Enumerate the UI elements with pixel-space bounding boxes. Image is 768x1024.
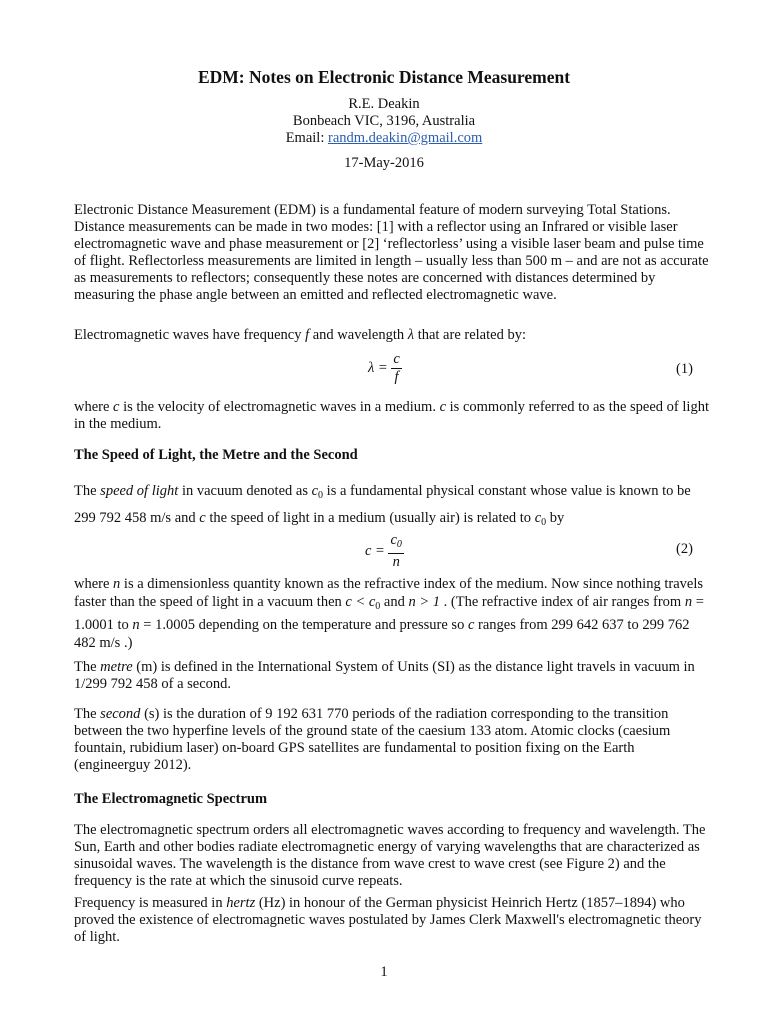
author-name: R.E. Deakin [348, 96, 420, 112]
equation-1-fraction: $\frac{c}{f}$ [393, 351, 400, 385]
equation-2 [365, 532, 404, 571]
equation-1 [368, 351, 402, 386]
equation-2-lhs: c = [365, 542, 385, 559]
section-heading-speed-of-light: The Speed of Light, the Metre and the Second [74, 447, 358, 463]
equation-2-fraction: $\frac{c_0}{n}$ [390, 532, 402, 570]
email-link[interactable]: randm.deakin@gmail.com [328, 130, 483, 146]
speed-of-light-paragraph: The speed of light in vacuum denoted as $c_0$ is a fundamental physical constant whose value is known to be 299 792 458 m/s and c the speed of light in a medium (usually air) is related to $c_0$ by [74, 483, 691, 528]
document-date: 17-May-2016 [344, 155, 424, 171]
section-heading-em-spectrum: The Electromagnetic Spectrum [74, 791, 268, 807]
page-number: 1 [380, 964, 388, 980]
intro-paragraph-3: where c is the velocity of electromagnetic waves in a medium. c is commonly referred to as the speed of light in the medium. [74, 399, 709, 432]
intro-paragraph-2: Electromagnetic waves have frequency f and wavelength λ that are related by: [74, 327, 526, 343]
em-spectrum-paragraph-2: Frequency is measured in hertz (Hz) in honour of the German physicist Heinrich Hertz (1857–1894) who proved the existence of electromagnetic waves postulated by James Clerk Maxwell's electromagnetic theory of light. [74, 895, 702, 945]
em-spectrum-paragraph-1: The electromagnetic spectrum orders all electromagnetic waves according to frequency and wavelength. The Sun, Earth and other bodies radiate electromagnetic energy of varying wavelengths that are characterized as sinusoidal waves. The wavelength is the distance from wave crest to wave crest (see Figure 2) and the frequency is the rate at which the sinusoid curve repeats. [74, 822, 706, 889]
refractive-index-paragraph: where n is a dimensionless quantity known as the refractive index of the medium. Now since nothing travels faster than the speed of light in a vacuum then $c < c_0$ and n > 1 . (The refractive index of air ranges from n = 1.0001 to n = 1.0005 depending on the temperature and pressure so c ranges from 299 642 637 to 299 762 482 m/s .) [74, 576, 704, 651]
author-address: Bonbeach VIC, 3196, Australia [292, 113, 476, 129]
document-title: EDM: Notes on Electronic Distance Measurement [197, 67, 571, 87]
equation-2-number: (2) [676, 541, 693, 557]
second-definition-paragraph: The second (s) is the duration of 9 192 631 770 periods of the radiation corresponding to the transition between the two hyperfine levels of the ground state of the caesium 133 atom. Atomic clocks (caesium fountain, rubidium laser) on-board GPS satellites are fundamental to position fixing on the Earth (engineerguy 2012). [74, 706, 671, 773]
author-email-line [0, 130, 768, 147]
metre-definition-paragraph: The metre (m) is defined in the International System of Units (SI) as the distance light travels in vacuum in 1/299 792 458 of a second. [74, 659, 695, 692]
equation-1-lhs: λ = [368, 359, 388, 376]
email-label: Email: [285, 130, 328, 146]
equation-1-number: (1) [676, 361, 693, 377]
intro-paragraph-1: Electronic Distance Measurement (EDM) is a fundamental feature of modern surveying Total Stations. Distance measurements can be made in two modes: [1] with a reflector using an Infrared or visible laser electromagnetic wave and phase measurement or [2] ‘reflectorless’ using a visible laser beam and pulse time of flight. Reflectorless measurements are limited in length – usually less than 500 m – and are not as accurate as measurements to reflectors; consequently these notes are concerned with distances determined by measuring the phase angle between an emitted and reflected electromagnetic wave. [74, 202, 709, 303]
